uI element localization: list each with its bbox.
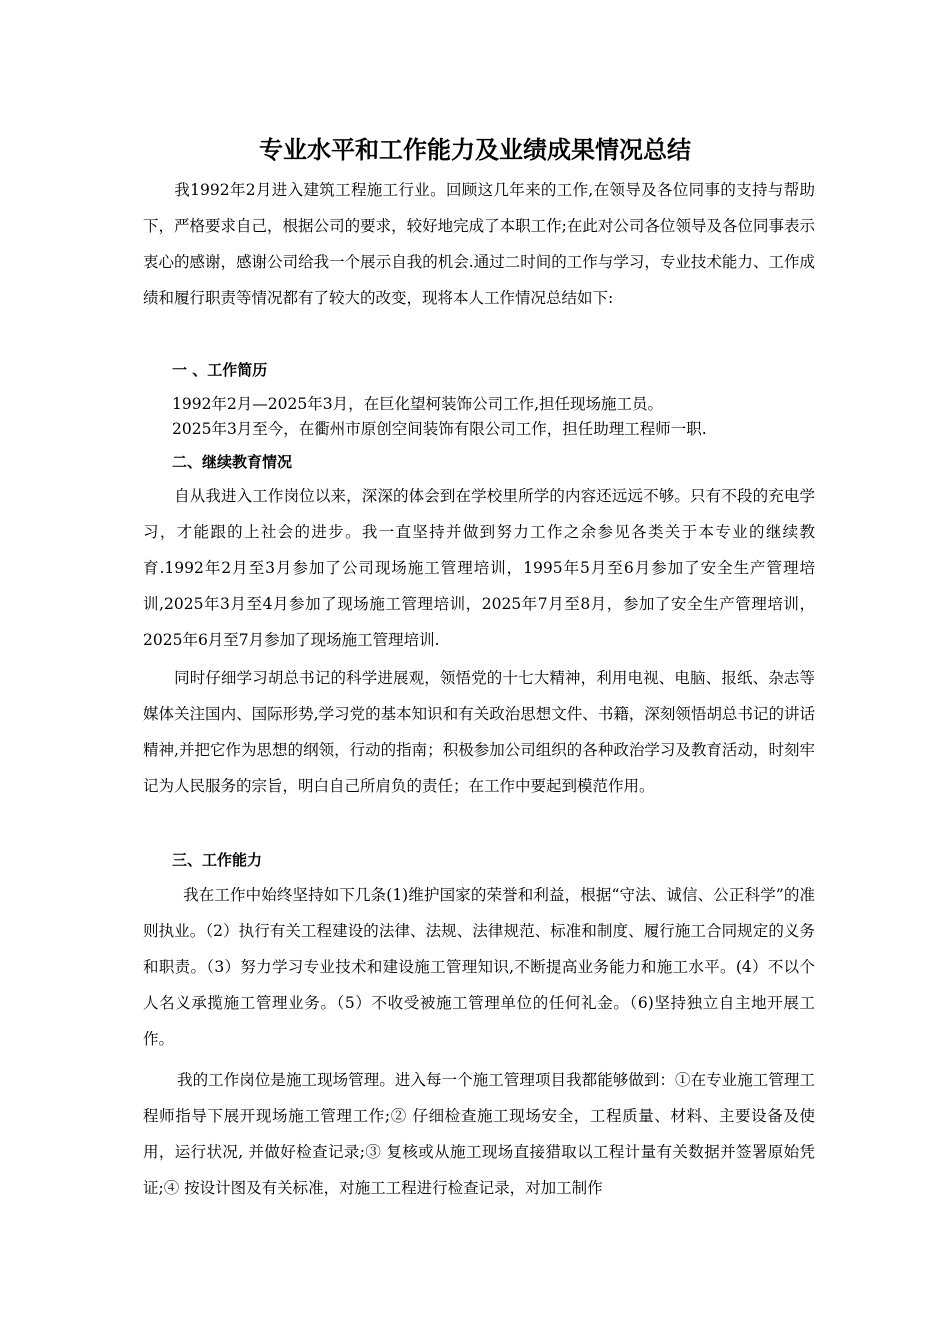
intro-text: 我1992年2月进入建筑工程施工行业。回顾这几年来的工作,在领导及各位同事的支持与帮助下，严格要求自己，根据公司的要求，较好地完成了本职工作;在此对公司各位领导及各位同事表示衷心的感谢，感谢公司给我一个展示自我的机会.通过二时间的工作与学习，专业技术能力、工作成绩和履行职责等情况都有了较大的改变，现将本人工作情况总结如下:	[143, 181, 815, 307]
ability-text-1: 我在工作中始终坚持如下几条(1)维护国家的荣誉和利益，根据“守法、诚信、公正科学”的准则执业。（2）执行有关工程建设的法律、法规、法律规范、标准和制度、履行施工合同规定的义务和职责。（3）努力学习专业技术和建设施工管理知识,不断提高业务能力和施工水平。(4）不以个人名义承揽施工管理业务。（5）不收受被施工管理单位的任何礼金。（6)坚持独立自主地开展工作。	[143, 886, 815, 1048]
intro-paragraph	[143, 172, 815, 316]
education-paragraph-2	[143, 660, 815, 804]
ability-paragraph-2	[143, 1062, 815, 1206]
education-text-2: 同时仔细学习胡总书记的科学进展观，领悟党的十七大精神，利用电视、电脑、报纸、杂志等媒体关注国内、国际形势,学习党的基本知识和有关政治思想文件、书籍，深刻领悟胡总书记的讲话精神,并把它作为思想的纲领，行动的指南；积极参加公司组织的各种政治学习及教育活动，时刻牢记为人民服务的宗旨，明白自己所肩负的责任；在工作中要起到模范作用。	[143, 669, 815, 795]
section3-heading: 三、工作能力	[172, 851, 263, 869]
document-title: 专业水平和工作能力及业绩成果情况总结	[259, 136, 691, 164]
education-paragraph-1	[143, 478, 815, 658]
resume-line-2: 2025年3月至今，在衢州市原创空间装饰有限公司工作，担任助理工程师一职.	[172, 420, 707, 438]
ability-text-2: 我的工作岗位是施工现场管理。进入每一个施工管理项目我都能够做到：①在专业施工管理工程师指导下展开现场施工管理工作;② 仔细检查施工现场安全，工程质量、材料、主要设备及使用，运行状况, 并做好检查记录;③ 复核或从施工现场直接猎取以工程计量有关数据并签署原始凭证;④ 按设计图及有关标准，对施工工程进行检查记录，对加工制作	[143, 1071, 815, 1197]
ability-paragraph-1	[143, 877, 815, 1057]
education-text-1: 自从我进入工作岗位以来，深深的体会到在学校里所学的内容还远远不够。只有不段的充电学习，才能跟的上社会的进步。我一直坚持并做到努力工作之余参见各类关于本专业的继续教育.1992年2月至3月参加了公司现场施工管理培训，1995年5月至6月参加了安全生产管理培训,2025年3月至4月参加了现场施工管理培训，2025年7月至8月，参加了安全生产管理培训，2025年6月至7月参加了现场施工管理培训.	[143, 487, 815, 649]
section2-heading: 二、继续教育情况	[172, 453, 293, 471]
resume-line-1: 1992年2月—2025年3月，在巨化望柯装饰公司工作,担任现场施工员。	[172, 395, 664, 413]
section1-heading: 一 、工作简历	[172, 361, 268, 379]
